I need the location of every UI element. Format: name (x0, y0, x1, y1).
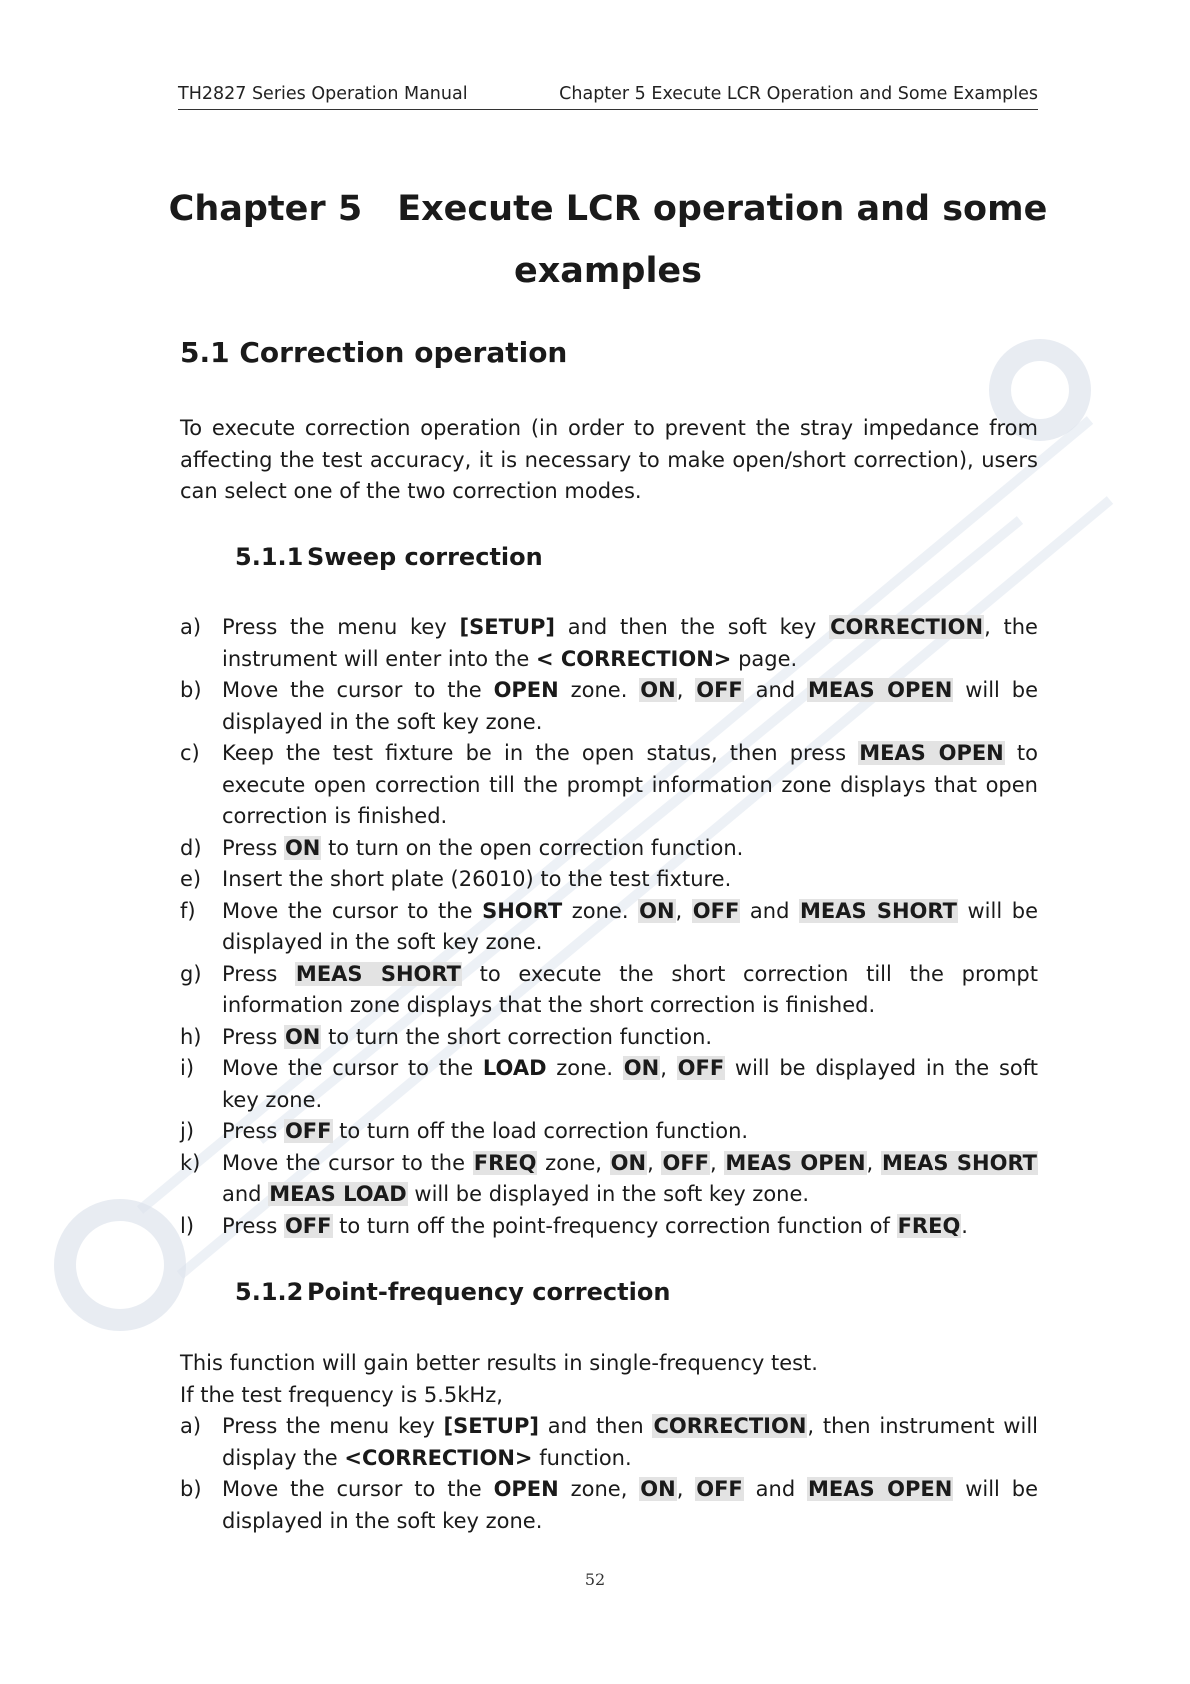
soft-key-label: OFF (284, 1213, 332, 1238)
step-text: . (961, 1213, 968, 1238)
step-text: and then the soft key (554, 615, 830, 639)
step-text: will be displayed in the soft key zone. (222, 898, 1039, 954)
soft-key-label: OFF (284, 1119, 332, 1143)
list-marker: d) (180, 835, 202, 860)
step-text: zone. (558, 678, 640, 702)
list-marker: b) (180, 678, 202, 702)
step-text: will be displayed in the soft key zone. (407, 1182, 810, 1206)
step-text: Move the cursor to the (222, 1056, 483, 1080)
step-text: Move the cursor to the (222, 898, 483, 923)
soft-key-label: MEAS LOAD (269, 1182, 407, 1206)
step-text: , (675, 898, 692, 923)
soft-key-label: ON (640, 1477, 676, 1501)
soft-key-label: MEAS OPEN (859, 741, 1004, 765)
step-text: Press (222, 961, 295, 986)
list-item (180, 675, 1038, 738)
list-item (180, 896, 1038, 959)
step-text: and (743, 1477, 808, 1501)
subsection-5-1-1-heading (235, 543, 543, 571)
subsection-number: 5.1.2 (235, 1278, 304, 1306)
soft-key-label: ON (284, 835, 321, 860)
step-text: and (222, 1182, 269, 1206)
step-text: and then (538, 1414, 653, 1438)
step-text: , the instrument will enter into the (222, 615, 1038, 671)
list-marker: c) (180, 741, 200, 765)
soft-key-label: ON (284, 1024, 321, 1049)
soft-key-label: MEAS SHORT (295, 961, 461, 986)
key-label: SHORT (482, 898, 563, 923)
key-label: [SETUP] (459, 615, 555, 639)
step-text: , (710, 1150, 725, 1175)
soft-key-label: OFF (662, 1150, 710, 1175)
list-item (180, 1411, 1038, 1474)
list-marker: k) (180, 1150, 201, 1175)
list-item (180, 738, 1038, 833)
soft-key-label: ON (639, 898, 675, 923)
intro-line-2: If the test frequency is 5.5kHz, (180, 1382, 503, 1407)
soft-key-label: OFF (692, 898, 740, 923)
step-text: Press (222, 835, 284, 860)
page-number: 52 (584, 1570, 606, 1589)
step-text: , then instrument will display the (222, 1414, 1038, 1470)
list-marker: i) (180, 1056, 195, 1080)
list-marker: j) (180, 1119, 195, 1143)
subsection-title: Sweep correction (307, 543, 543, 571)
subsection-number: 5.1.1 (235, 543, 304, 571)
step-text: Press the menu key (222, 615, 460, 639)
list-marker: a) (180, 615, 202, 639)
key-label: <CORRECTION> (344, 1445, 533, 1470)
step-text: Move the cursor to the (222, 678, 494, 702)
soft-key-label: OFF (677, 1056, 725, 1080)
point-frequency-steps (180, 1411, 1038, 1537)
soft-key-label: OFF (696, 678, 743, 702)
header-chapter-title: Chapter 5 Execute LCR Operation and Some Examples (559, 84, 1038, 104)
step-text: to turn the short correction function. (321, 1024, 713, 1049)
step-text: , (676, 678, 696, 702)
subsection-title: Point-frequency correction (307, 1278, 671, 1306)
step-text: Move the cursor to the (222, 1477, 494, 1501)
soft-key-label: MEAS SHORT (881, 1150, 1037, 1175)
soft-key-label: MEAS OPEN (725, 1150, 866, 1175)
step-text: to turn on the open correction function. (321, 835, 744, 860)
step-text: will be displayed in the soft key zone. (222, 1056, 1038, 1112)
point-frequency-intro (180, 1348, 1038, 1411)
step-text: zone, (537, 1150, 610, 1175)
list-marker: b) (180, 1477, 202, 1501)
step-text: to turn off the load correction function. (332, 1119, 749, 1143)
list-item (180, 1148, 1038, 1211)
step-text: , (866, 1150, 881, 1175)
soft-key-label: ON (623, 1056, 660, 1080)
step-text: Press (222, 1119, 284, 1143)
step-text: Press (222, 1024, 284, 1049)
key-label: < CORRECTION> (535, 646, 732, 671)
step-text: zone, (558, 1477, 640, 1501)
list-item (180, 959, 1038, 1022)
step-text: , (660, 1056, 677, 1080)
soft-key-label: MEAS OPEN (808, 1477, 953, 1501)
chapter-title-line-2: examples (513, 251, 703, 291)
list-item (180, 612, 1038, 675)
list-item (180, 833, 1038, 865)
step-text: to execute the short correction till the prompt information zone displays that the short correction is finished. (222, 961, 1038, 1017)
list-marker: l) (180, 1213, 195, 1238)
step-text: zone. (546, 1056, 623, 1080)
list-marker: f) (180, 898, 196, 923)
list-item (180, 1053, 1038, 1116)
list-item (180, 864, 1038, 896)
step-text: page. (731, 646, 798, 671)
sweep-correction-steps (180, 612, 1038, 1242)
step-text: will be displayed in the soft key zone. (222, 1477, 1038, 1533)
soft-key-label: CORRECTION (653, 1414, 807, 1438)
running-header (178, 84, 1038, 110)
list-marker: g) (180, 961, 202, 986)
chapter-title (158, 178, 1058, 302)
step-text: and (740, 898, 799, 923)
step-text: function. (532, 1445, 632, 1470)
soft-key-label: ON (640, 678, 676, 702)
soft-key-label: FREQ (473, 1150, 537, 1175)
soft-key-label: MEAS SHORT (800, 898, 957, 923)
section-5-1-heading: 5.1 Correction operation (180, 336, 568, 369)
step-text: , (676, 1477, 696, 1501)
list-item (180, 1022, 1038, 1054)
soft-key-label: OFF (696, 1477, 743, 1501)
key-label: [SETUP] (443, 1414, 539, 1438)
list-marker: e) (180, 867, 202, 891)
header-manual-title: TH2827 Series Operation Manual (178, 84, 468, 104)
soft-key-label: ON (610, 1150, 647, 1175)
step-text: , (647, 1150, 662, 1175)
step-text: Move the cursor to the (222, 1150, 473, 1175)
list-marker: a) (180, 1414, 202, 1438)
step-text: and (743, 678, 808, 702)
soft-key-label: FREQ (897, 1213, 961, 1238)
key-label: OPEN (493, 678, 559, 702)
step-text: to execute open correction till the prompt information zone displays that open correction is finished. (222, 741, 1038, 828)
key-label: OPEN (493, 1477, 559, 1501)
list-item (180, 1116, 1038, 1148)
step-text: Insert the short plate (26010) to the test fixture. (222, 867, 732, 891)
soft-key-label: MEAS OPEN (808, 678, 953, 702)
step-text: Keep the test fixture be in the open status, then press (222, 741, 859, 765)
section-5-1-intro: To execute correction operation (in order to prevent the stray impedance from affecting the test accuracy, it is necessary to make open/short correction), users can select one of the two correction modes. (180, 416, 1038, 503)
list-item (180, 1474, 1038, 1537)
soft-key-label: CORRECTION (830, 615, 984, 639)
step-text: to turn off the point-frequency correction function of (332, 1213, 897, 1238)
step-text: zone. (562, 898, 639, 923)
step-text: Press the menu key (222, 1414, 444, 1438)
step-text: Press (222, 1213, 284, 1238)
list-item (180, 1211, 1038, 1243)
intro-line-1: This function will gain better results in single-frequency test. (180, 1351, 818, 1375)
subsection-5-1-2-heading (235, 1278, 670, 1306)
list-marker: h) (180, 1024, 202, 1049)
step-text: will be displayed in the soft key zone. (222, 678, 1038, 734)
chapter-title-line-1: Chapter 5 Execute LCR operation and some (168, 189, 1048, 229)
key-label: LOAD (482, 1056, 547, 1080)
